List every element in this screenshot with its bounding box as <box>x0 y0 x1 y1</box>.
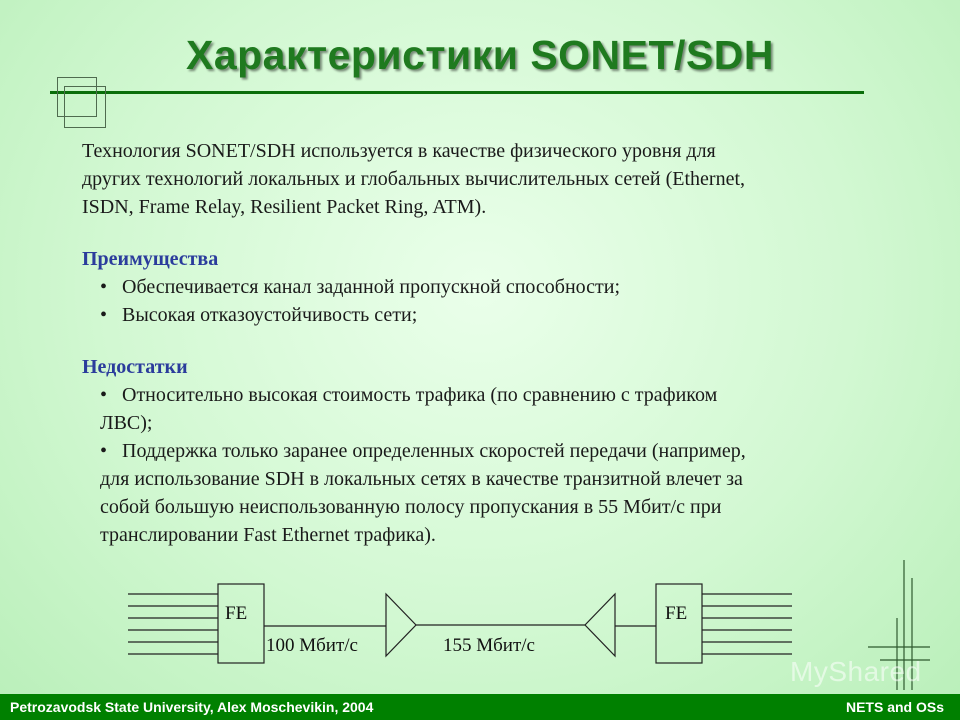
disadvantage-text-cont: для использование SDH в локальных сетях в качестве транзитной влечет за <box>100 468 743 490</box>
slide-title: Характеристики SONET/SDH <box>185 32 775 78</box>
left-amplifier-triangle-icon <box>386 594 416 656</box>
footer-bar <box>0 694 960 720</box>
left-input-lines <box>128 594 218 654</box>
intro-line: Технология SONET/SDH используется в качестве физического уровня для <box>82 140 716 162</box>
left-speed-label: 100 Мбит/с <box>266 635 358 656</box>
bullet: • <box>100 304 108 326</box>
footer-left-text: Petrozavodsk State University, Alex Moschevikin, 2004 <box>10 699 374 715</box>
footer-right-text: NETS and OSs <box>845 699 944 715</box>
disadvantage-text: Относительно высокая стоимость трафика (по сравнению с трафиком <box>122 384 718 406</box>
right-output-lines <box>702 594 792 654</box>
disadvantages-heading: Недостатки <box>82 356 188 378</box>
left-fe-label: FE <box>225 603 248 624</box>
disadvantage-text-cont: транслировании Fast Ethernet трафика). <box>100 524 436 546</box>
advantage-text: Высокая отказоустойчивость сети; <box>122 304 418 326</box>
watermark: MyShared <box>790 656 922 687</box>
advantages-heading: Преимущества <box>82 248 219 270</box>
right-amplifier-triangle-icon <box>585 594 615 656</box>
intro-line: других технологий локальных и глобальных вычислительных сетей (Ethernet, <box>82 168 746 190</box>
disadvantage-text-cont: ЛВС); <box>100 412 153 434</box>
advantage-text: Обеспечивается канал заданной пропускной способности; <box>122 276 621 298</box>
intro-line: ISDN, Frame Relay, Resilient Packet Ring, ATM). <box>82 196 487 218</box>
bullet: • <box>100 440 108 462</box>
bullet: • <box>100 384 108 406</box>
disadvantage-text: Поддержка только заранее определенных скоростей передачи (например, <box>122 440 746 462</box>
disadvantage-text-cont: собой большую неиспользованную полосу пропускания в 55 Мбит/с при <box>100 496 722 518</box>
middle-speed-label: 155 Мбит/с <box>443 635 535 656</box>
bullet: • <box>100 276 108 298</box>
right-fe-label: FE <box>665 603 688 624</box>
